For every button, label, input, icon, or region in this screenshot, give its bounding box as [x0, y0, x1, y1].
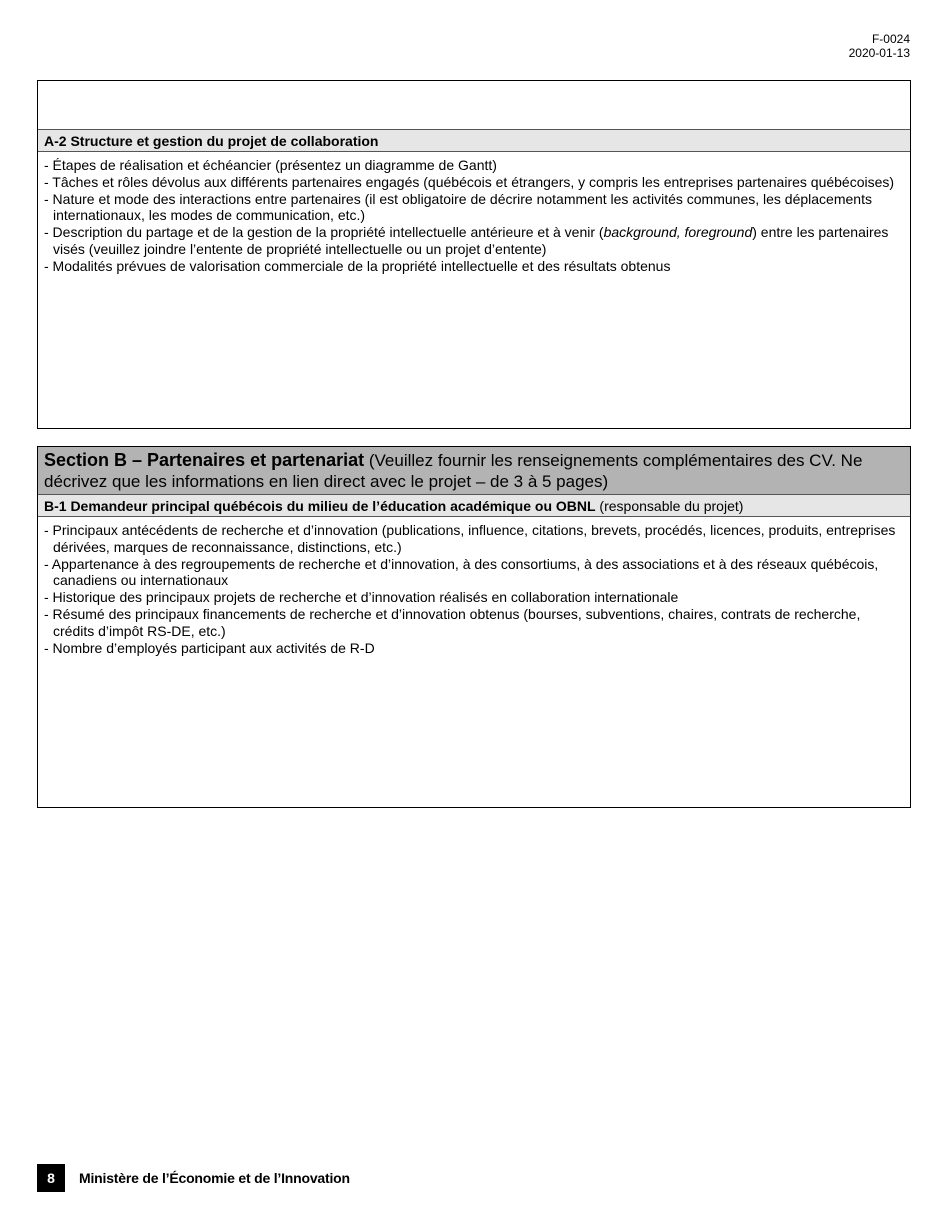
continuation-field[interactable]	[38, 81, 910, 130]
list-item: - Historique des principaux projets de recherche et d’innovation réalisés en collaboration internationale	[44, 589, 679, 606]
list-item: - Nombre d’employés participant aux activités de R-D	[44, 639, 375, 656]
list-item-text: ) entre les partenaires visés (veuillez joindre l’entente de propriété intellectuelle ou un projet d’entente)	[53, 224, 889, 257]
list-item: - Appartenance à des regroupements de recherche et d’innovation, à des consortiums, à des associations et à des réseaux québécois, canadiens ou internationaux	[44, 555, 879, 589]
page-number: 8	[37, 1164, 65, 1192]
form-code: F-0024	[871, 32, 910, 46]
section-b1-header	[38, 495, 910, 517]
list-item-italic: background, foreground	[603, 224, 753, 241]
section-a2-header	[38, 130, 910, 152]
list-item	[44, 224, 904, 258]
section-b-title: Section B – Partenaires et partenariat	[44, 450, 365, 470]
ministry-name: Ministère de l’Économie et de l’Innovation	[79, 1170, 350, 1186]
section-a2-box	[37, 80, 911, 429]
section-a2-list	[38, 152, 910, 275]
section-b1-list	[38, 517, 910, 656]
section-b-box	[37, 446, 911, 808]
list-item-text: - Description du partage et de la gestion de la propriété intellectuelle antérieure et à venir (	[44, 224, 604, 241]
list-item: - Nature et mode des interactions entre partenaires (il est obligatoire de décrire notamment les activités communes, les déplacements internationaux, les modes de communication, etc.)	[44, 190, 872, 224]
section-b-header	[38, 447, 910, 495]
list-item: - Modalités prévues de valorisation commerciale de la propriété intellectuelle et des résultats obtenus	[44, 257, 671, 274]
section-b1-title: B-1 Demandeur principal québécois du milieu de l’éducation académique ou OBNL	[44, 498, 596, 514]
list-item: - Étapes de réalisation et échéancier (présentez un diagramme de Gantt)	[44, 157, 497, 173]
list-item: - Résumé des principaux financements de recherche et d’innovation obtenus (bourses, subventions, chaires, contrats de recherche, crédits d’impôt RS-DE, etc.)	[44, 605, 861, 639]
list-item: - Principaux antécédents de recherche et d’innovation (publications, influence, citations, brevets, procédés, licences, produits, entreprises dérivées, marques de reconnaissance, distinctions, etc.)	[44, 522, 896, 555]
page-footer	[37, 1164, 350, 1192]
list-item: - Tâches et rôles dévolus aux différents partenaires engagés (québécois et étrangers, y compris les entreprises partenaires québécoises)	[44, 173, 895, 190]
section-b-note: (Veuillez fournir les renseignements complémentaires des CV. Ne décrivez que les informations en lien direct avec le projet – de 3 à 5 pages)	[44, 451, 863, 491]
form-date: 2020-01-13	[848, 46, 910, 60]
document-meta	[849, 32, 910, 60]
section-b1-note: (responsable du projet)	[595, 498, 744, 514]
section-a2-title: A-2 Structure et gestion du projet de collaboration	[44, 133, 379, 149]
